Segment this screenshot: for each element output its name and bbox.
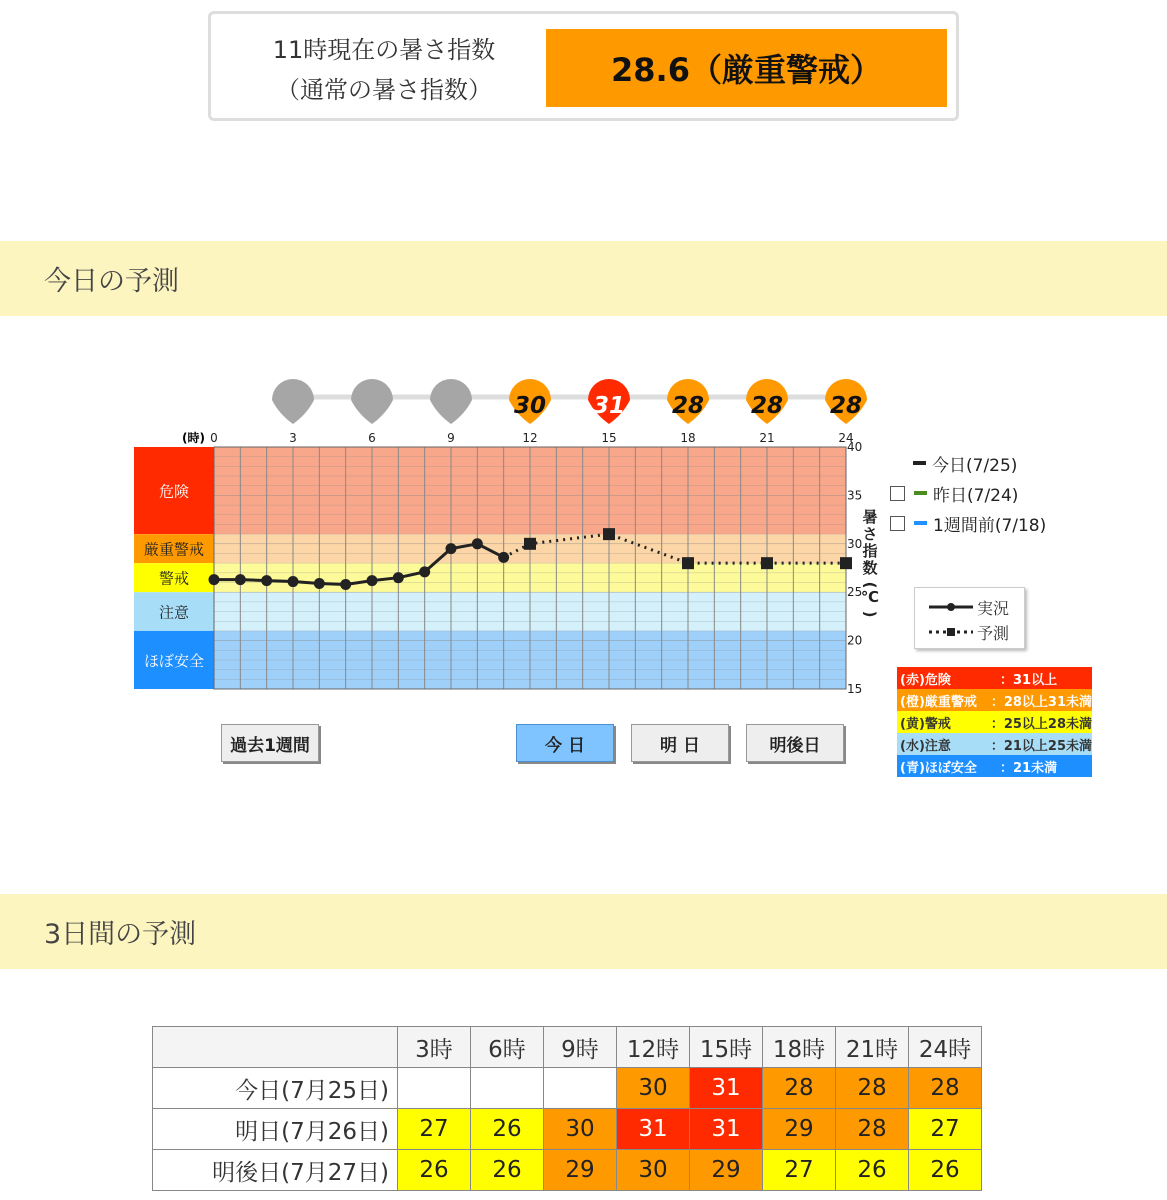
forecast-pin <box>430 379 472 424</box>
forecast-point <box>761 557 773 569</box>
forecast-point <box>603 528 615 540</box>
scale-range-label: ：28以上31未満 <box>990 694 1092 710</box>
actual-point <box>314 578 325 589</box>
forecast-pin-label: 28 <box>829 393 863 419</box>
table-header-cell: 18時 <box>763 1027 836 1068</box>
scale-range-label: ：25以上28未満 <box>990 716 1092 732</box>
solid-line-icon <box>927 601 977 613</box>
y-tick-label: 25 <box>847 585 863 600</box>
legend-yesterday <box>890 478 1046 508</box>
x-tick-label: 15 <box>601 431 617 445</box>
band-label: 警戒 <box>158 569 190 588</box>
y-tick-label: 20 <box>847 633 863 648</box>
legend-week-ago-label: 1週間前(7/18) <box>933 515 1047 536</box>
table-cell: 31 <box>617 1109 690 1150</box>
legend-forecast-label: 予測 <box>977 623 1010 643</box>
actual-point <box>340 579 351 590</box>
table-row <box>153 1109 982 1150</box>
forecast-point <box>682 557 694 569</box>
table-header-cell: 9時 <box>544 1027 617 1068</box>
table-cell <box>398 1068 471 1109</box>
table-header-cell: 15時 <box>690 1027 763 1068</box>
actual-point <box>393 572 404 583</box>
current-index-label <box>223 30 545 110</box>
table-cell: 28 <box>836 1109 909 1150</box>
forecast-pin-label: 30 <box>513 393 547 419</box>
legend-week-ago <box>890 508 1046 538</box>
scale-level-label: (黄)警戒 <box>900 716 951 732</box>
table-cell: 30 <box>544 1109 617 1150</box>
current-index-title: 11時現在の暑さ指数 <box>272 36 496 64</box>
x-tick-label: 3 <box>289 431 297 445</box>
y-axis-title-char: さ <box>862 525 878 543</box>
legend-today <box>890 448 1046 478</box>
x-tick-label: 0 <box>210 431 218 445</box>
section-header-3day: 3日間の予測 <box>0 894 1167 969</box>
scale-range-label: ：21以上25未満 <box>990 738 1092 754</box>
today-button[interactable]: 今 日 <box>516 724 614 762</box>
table-row <box>153 1150 982 1191</box>
table-cell: 26 <box>836 1150 909 1191</box>
actual-point <box>235 574 246 585</box>
y-axis-title-char: 暑 <box>862 508 878 526</box>
table-cell: 26 <box>909 1150 982 1191</box>
table-row-label: 今日(7月25日) <box>153 1068 398 1109</box>
table-cell: 27 <box>398 1109 471 1150</box>
x-axis-unit: (時) <box>182 431 205 445</box>
scale-level-label: (赤)危険 <box>900 672 951 688</box>
three-day-forecast-table <box>152 1026 982 1191</box>
legend-forecast <box>915 619 1024 645</box>
scale-row <box>897 667 1092 689</box>
table-cell: 27 <box>763 1150 836 1191</box>
forecast-pin-label: 28 <box>750 393 784 419</box>
band-label: ほぼ安全 <box>143 651 205 670</box>
table-cell: 30 <box>617 1150 690 1191</box>
current-index-value: 28.6（厳重警戒） <box>546 29 947 107</box>
actual-point <box>472 538 483 549</box>
y-tick-label: 30 <box>847 536 863 551</box>
table-cell: 29 <box>690 1150 763 1191</box>
section-header-today: 今日の予測 <box>0 241 1167 316</box>
actual-point <box>261 575 272 586</box>
table-cell: 29 <box>763 1109 836 1150</box>
table-cell: 26 <box>471 1150 544 1191</box>
forecast-point <box>524 538 536 550</box>
y-axis-title-char: 指 <box>862 542 878 560</box>
x-tick-label: 18 <box>680 431 696 445</box>
past-week-button[interactable]: 過去1週間 <box>221 724 319 762</box>
legend-actual <box>915 594 1024 620</box>
table-header-row <box>153 1027 982 1068</box>
table-cell: 28 <box>909 1068 982 1109</box>
line-legend <box>890 448 1046 538</box>
day-after-button[interactable]: 明後日 <box>746 724 844 762</box>
forecast-pin <box>351 379 393 424</box>
forecast-pin <box>272 379 314 424</box>
scale-row <box>897 711 1092 733</box>
table-row-label: 明日(7月26日) <box>153 1109 398 1150</box>
legend-week-ago-swatch <box>914 521 927 525</box>
actual-point <box>288 576 299 587</box>
y-tick-label: 35 <box>847 488 863 503</box>
current-index-box <box>208 11 959 121</box>
legend-yesterday-swatch <box>914 491 927 495</box>
table-header-cell: 6時 <box>471 1027 544 1068</box>
table-cell: 26 <box>471 1109 544 1150</box>
x-tick-label: 24 <box>838 431 854 445</box>
wbgt-chart <box>0 370 880 700</box>
y-tick-label: 40 <box>847 440 863 454</box>
actual-point <box>419 566 430 577</box>
band-label: 注意 <box>158 603 190 622</box>
table-header-cell: 3時 <box>398 1027 471 1068</box>
actual-point <box>446 543 457 554</box>
table-header-cell: 21時 <box>836 1027 909 1068</box>
y-tick-label: 15 <box>847 682 863 696</box>
forecast-pin-label: 28 <box>671 393 705 419</box>
band-label: 厳重警戒 <box>143 540 205 559</box>
scale-level-label: (青)ほぼ安全 <box>900 760 977 776</box>
table-header-cell: 24時 <box>909 1027 982 1068</box>
y-axis-title-char: ) <box>861 610 879 618</box>
week-ago-checkbox[interactable] <box>890 516 905 531</box>
scale-row <box>897 755 1092 777</box>
table-row <box>153 1068 982 1109</box>
x-tick-label: 6 <box>368 431 376 445</box>
forecast-point <box>840 557 852 569</box>
table-cell: 29 <box>544 1150 617 1191</box>
scale-row <box>897 689 1092 711</box>
scale-range-label: ：31以上 <box>1000 672 1058 688</box>
forecast-pin-label: 31 <box>592 393 626 419</box>
legend-actual-label: 実況 <box>977 598 1010 618</box>
table-cell <box>544 1068 617 1109</box>
current-index-subtitle: （通常の暑さ指数） <box>276 76 492 104</box>
tomorrow-button[interactable]: 明 日 <box>631 724 729 762</box>
x-tick-label: 21 <box>759 431 775 445</box>
y-axis-title-char: ( <box>861 581 879 589</box>
scale-level-label: (橙)厳重警戒 <box>900 694 977 710</box>
table-cell: 27 <box>909 1109 982 1150</box>
table-cell: 26 <box>398 1150 471 1191</box>
x-tick-label: 9 <box>447 431 455 445</box>
table-header-cell: 12時 <box>617 1027 690 1068</box>
table-row-label: 明後日(7月27日) <box>153 1150 398 1191</box>
table-cell: 30 <box>617 1068 690 1109</box>
table-cell <box>471 1068 544 1109</box>
yesterday-checkbox[interactable] <box>890 486 905 501</box>
scale-row <box>897 733 1092 755</box>
legend-today-label: 今日(7/25) <box>932 455 1018 476</box>
level-scale-legend <box>897 667 1092 777</box>
scale-level-label: (水)注意 <box>900 738 951 754</box>
table-cell: 31 <box>690 1068 763 1109</box>
y-axis-title-char: 数 <box>862 559 878 577</box>
table-cell: 28 <box>836 1068 909 1109</box>
actual-point <box>209 574 220 585</box>
legend-today-swatch <box>913 461 926 465</box>
x-tick-label: 12 <box>522 431 538 445</box>
legend-yesterday-label: 昨日(7/24) <box>933 485 1019 506</box>
table-cell: 28 <box>763 1068 836 1109</box>
scale-range-label: ：21未満 <box>1000 760 1058 776</box>
band-label: 危険 <box>158 482 190 501</box>
dotted-line-icon <box>927 626 977 638</box>
series-kind-legend <box>914 587 1025 649</box>
table-corner <box>153 1027 398 1068</box>
y-axis-title-char: ℃ <box>860 588 880 606</box>
actual-point <box>367 575 378 586</box>
table-cell: 31 <box>690 1109 763 1150</box>
